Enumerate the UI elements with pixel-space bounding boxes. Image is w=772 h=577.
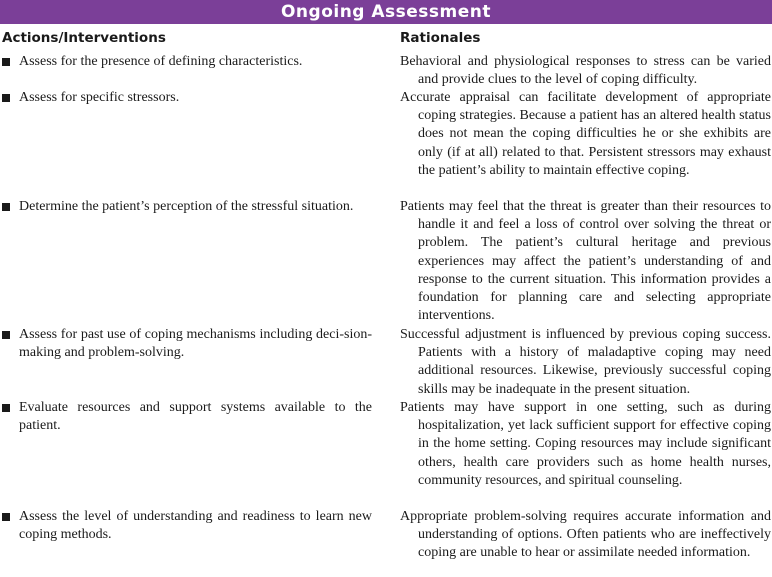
square-bullet-icon [2,513,10,521]
rationale-text: Patients may feel that the threat is greater than their resources to handle it and feel a loss of control over solving the threat or problem. The patient’s cultural heritage and previous experiences may affect the patient’s understanding of and response to the current situation. This information provides a foundation for planning care and selecting appropriate interventions. [400,199,771,324]
rationale-text: Patients may have support in one setting, such as during hospitalization, yet lack sufficient support for effective coping in the home setting. Coping resources may include significant others, health care providers such as home health nurses, community resources, and spiritual counseling. [400,400,771,488]
rationale-text: Appropriate problem-solving requires accurate information and understanding of options. Often patients who are ineffectively coping are unable to hear or assimilate needed information. [400,509,771,561]
action-text: Determine the patient’s perception of the stressful situation. [19,199,354,214]
rationale-text: Successful adjustment is influenced by previous coping success. Patients with a history of maladaptive coping may need additional resources. Likewise, previously successful coping skills may be inadequate in the present situation. [400,327,771,397]
rationale-text: Behavioral and physiological responses to stress can be varied and provide clues to the level of coping difficulty. [400,54,771,88]
action-text: Evaluate resources and support systems available to the patient. [19,400,372,434]
square-bullet-icon [2,331,10,339]
section-title: Ongoing Assessment [0,0,772,24]
rationale-text: Accurate appraisal can facilitate development of appropriate coping strategies. Because a patient has an altered health status does not mean the coping difficulties he or she exhibits are only (if at all) related to that. Persistent stressors may exhaust the patient’s ability to maintain effective coping. [400,90,771,178]
square-bullet-icon [2,203,10,211]
action-text: Assess for specific stressors. [19,90,180,105]
action-text: Assess for the presence of defining characteristics. [19,54,303,69]
square-bullet-icon [2,58,10,66]
actions-header: Actions/Interventions [2,30,166,46]
action-text: Assess the level of understanding and readiness to learn new coping methods. [19,509,372,543]
square-bullet-icon [2,94,10,102]
square-bullet-icon [2,404,10,412]
rationales-header: Rationales [400,30,481,46]
action-text: Assess for past use of coping mechanisms including deci-sion-making and problem-solving. [19,327,372,361]
